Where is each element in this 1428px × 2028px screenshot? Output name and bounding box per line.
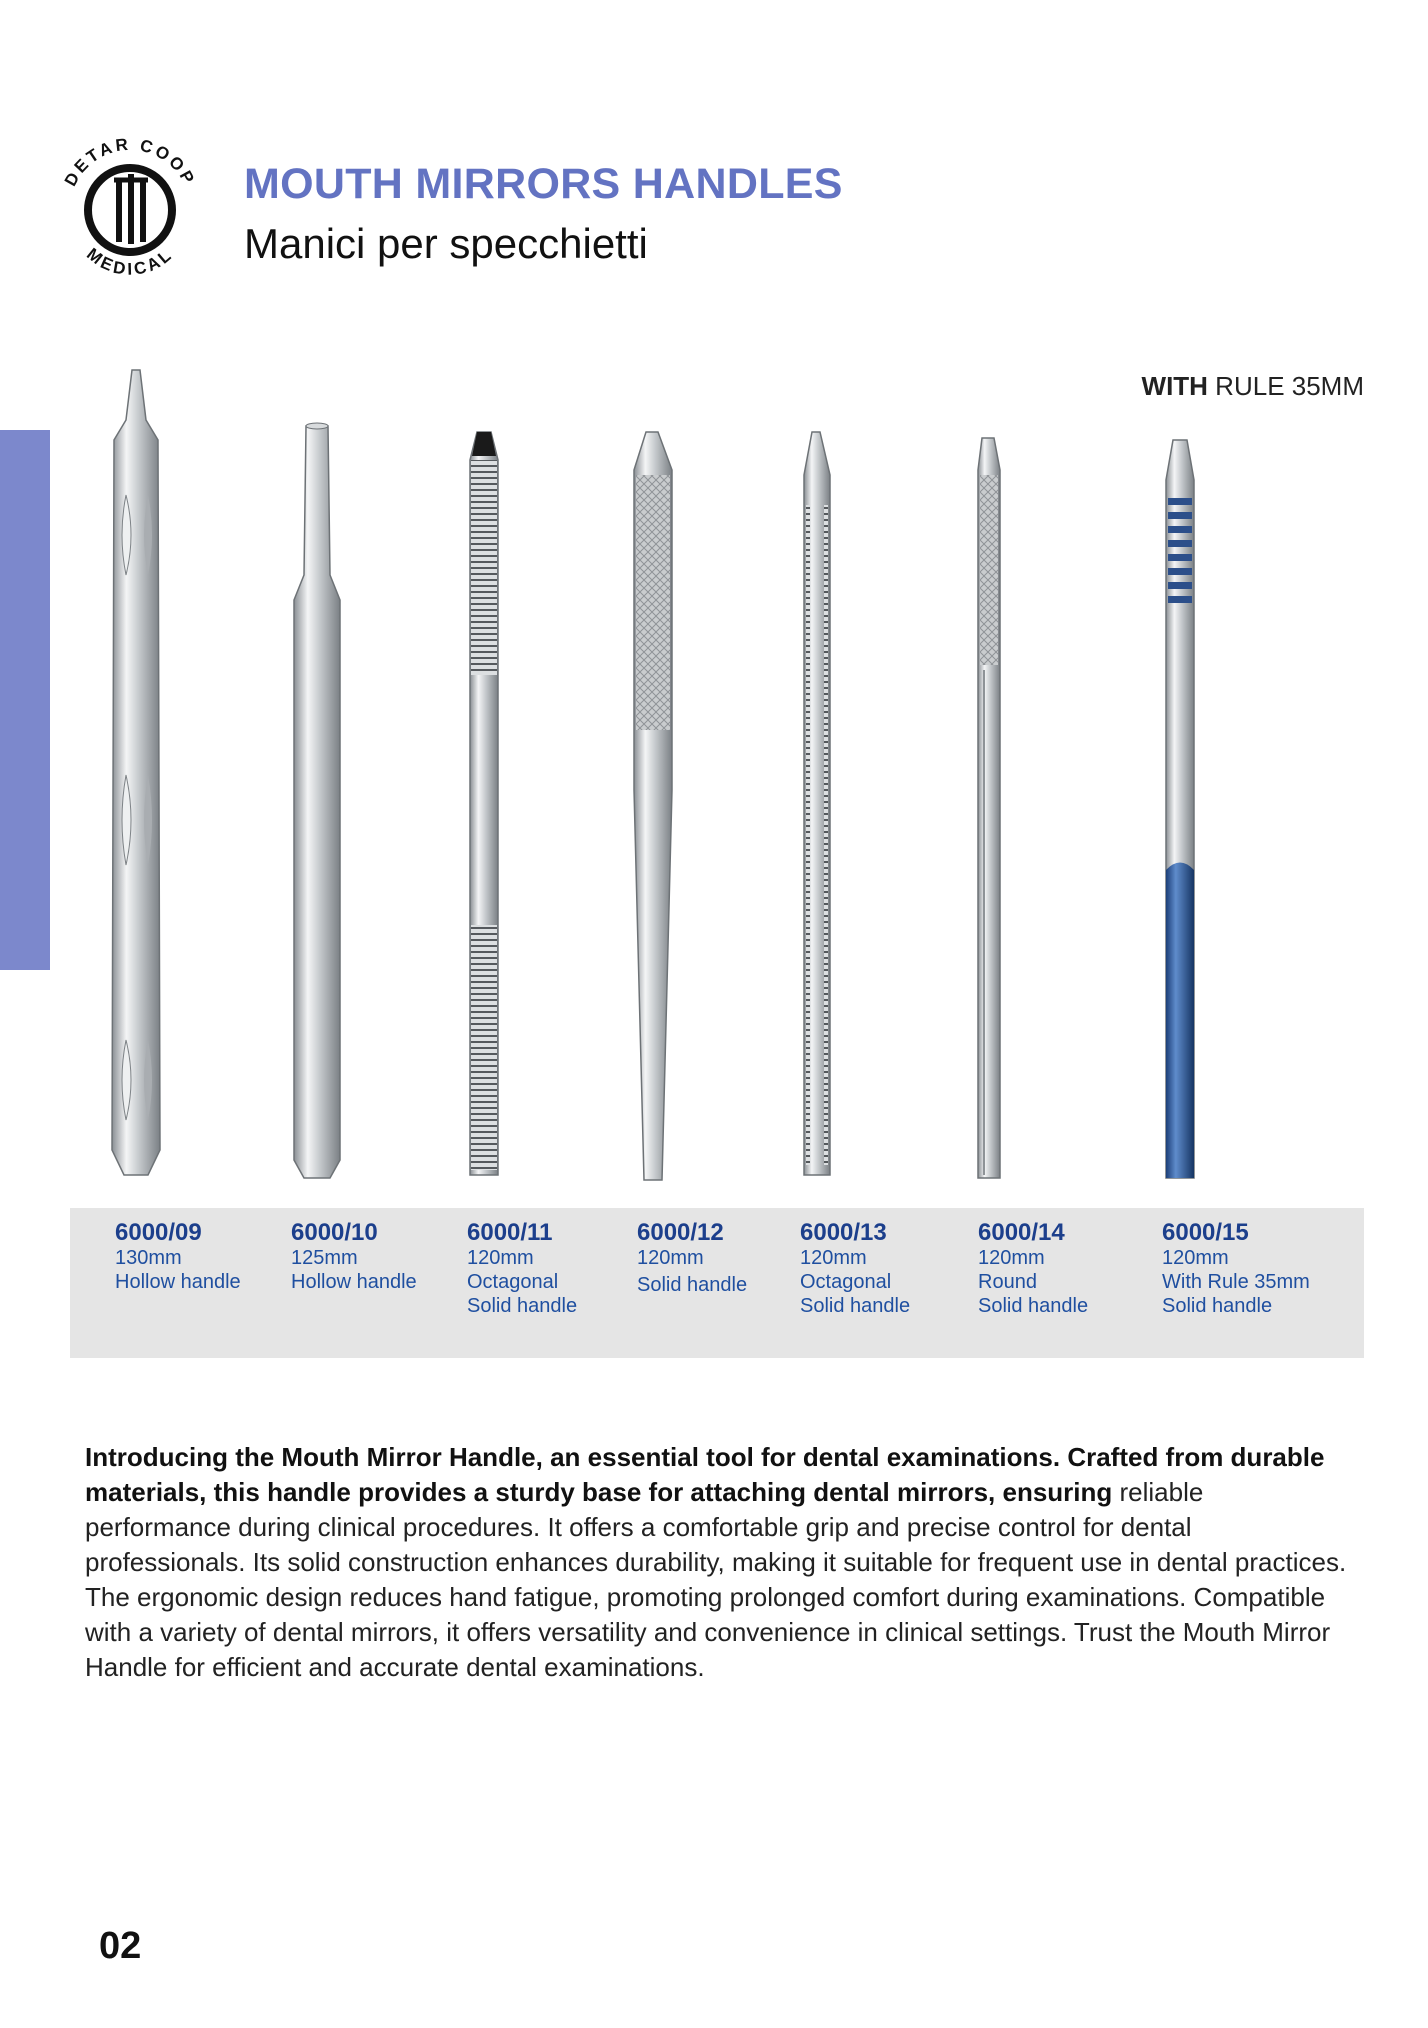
handle-6000-11-image bbox=[470, 432, 498, 1175]
product-line: Round bbox=[978, 1271, 1037, 1293]
product-line: Hollow handle bbox=[291, 1271, 417, 1293]
product-line: Solid handle bbox=[1162, 1295, 1273, 1317]
page-subtitle: Manici per specchietti bbox=[244, 220, 648, 267]
handle-6000-09-image bbox=[112, 370, 160, 1175]
spec-6000-11 bbox=[467, 1220, 577, 1318]
product-line: With Rule 35mm bbox=[1162, 1271, 1310, 1293]
rule-note-rest: RULE 35MM bbox=[1207, 371, 1364, 401]
description-lead: Introducing the Mouth Mirror Handle, an essential tool for dental examinations. Crafted from durable materials, this handle provides a sturdy base for attaching dental mirrors, ensuring bbox=[85, 1442, 1325, 1507]
spec-6000-12 bbox=[637, 1220, 747, 1297]
product-code: 6000/13 bbox=[800, 1219, 887, 1246]
product-code: 6000/12 bbox=[637, 1219, 724, 1246]
product-line: Hollow handle bbox=[115, 1271, 241, 1293]
spec-panel bbox=[70, 1208, 1364, 1358]
product-size: 120mm bbox=[637, 1247, 704, 1269]
product-code: 6000/10 bbox=[291, 1219, 378, 1246]
handle-6000-14-image bbox=[978, 438, 1000, 1178]
detar-coop-medical-logo bbox=[50, 130, 210, 290]
handle-6000-10-image bbox=[294, 423, 340, 1178]
product-line: Solid handle bbox=[978, 1295, 1089, 1317]
rule-note-bold: WITH bbox=[1141, 371, 1208, 401]
product-line: Solid handle bbox=[800, 1295, 911, 1317]
product-code: 6000/11 bbox=[467, 1219, 553, 1246]
product-code: 6000/15 bbox=[1162, 1219, 1249, 1246]
spec-6000-13 bbox=[800, 1220, 910, 1318]
spec-6000-15 bbox=[1162, 1220, 1310, 1318]
product-code: 6000/14 bbox=[978, 1219, 1065, 1246]
handle-6000-15-image bbox=[1166, 440, 1194, 1178]
logo-text-bottom: MEDICAL bbox=[83, 244, 177, 280]
spec-6000-09 bbox=[115, 1220, 241, 1294]
product-line: Octagonal bbox=[467, 1271, 559, 1293]
page-number: 02 bbox=[99, 1925, 142, 1967]
logo-text-top: DETAR COOP bbox=[60, 134, 200, 190]
product-code: 6000/09 bbox=[115, 1219, 202, 1246]
product-description bbox=[85, 1440, 1355, 1685]
product-size: 125mm bbox=[291, 1247, 358, 1269]
page-title: MOUTH MIRRORS HANDLES bbox=[244, 160, 843, 208]
product-size: 120mm bbox=[1162, 1247, 1229, 1269]
product-line: Solid handle bbox=[637, 1274, 748, 1296]
handles-illustration bbox=[0, 360, 1428, 1200]
description-body: reliable performance during clinical procedures. It offers a comfortable grip and precise control for dental professionals. Its solid construction enhances durability, making it suitable for frequent use in dental practices. The ergonomic design reduces hand fatigue, promoting prolonged comfort during examinations. Compatible with a variety of dental mirrors, it offers versatility and convenience in clinical settings. Trust the Mouth Mirror Handle for efficient and accurate dental examinations. bbox=[85, 1477, 1347, 1682]
product-size: 120mm bbox=[800, 1247, 867, 1269]
spec-6000-10 bbox=[291, 1220, 417, 1294]
spec-6000-14 bbox=[978, 1220, 1088, 1318]
handle-6000-12-image bbox=[634, 432, 672, 1180]
product-size: 120mm bbox=[978, 1247, 1045, 1269]
product-line: Solid handle bbox=[467, 1295, 578, 1317]
product-line: Octagonal bbox=[800, 1271, 892, 1293]
handle-6000-13-image bbox=[804, 432, 830, 1175]
product-size: 120mm bbox=[467, 1247, 534, 1269]
product-size: 130mm bbox=[115, 1247, 182, 1269]
